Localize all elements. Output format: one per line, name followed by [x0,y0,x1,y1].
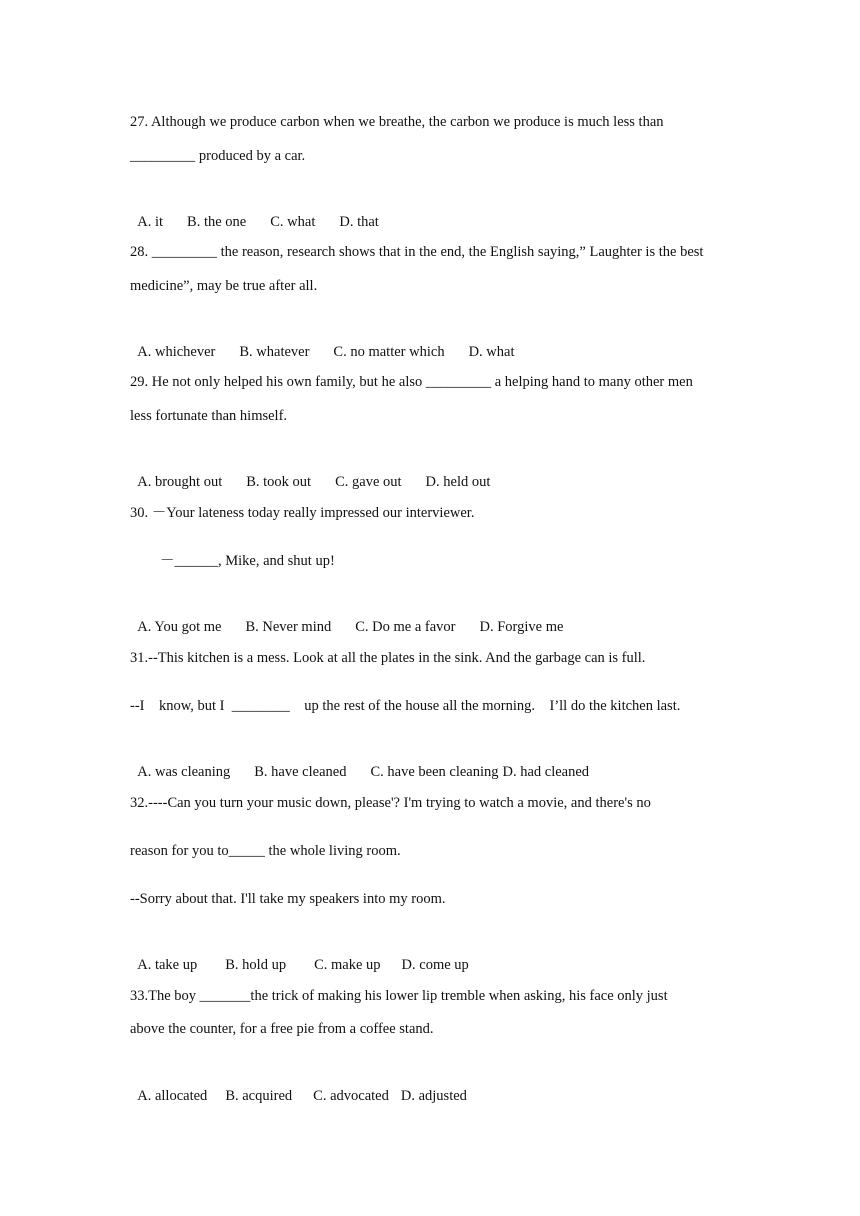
question-32-text-line-1: 32.----Can you turn your music down, please'? I'm trying to watch a movie, and there's no [130,795,651,811]
option-b: B. took out [246,474,312,490]
option-a: A. allocated [137,1088,208,1104]
question-29-text-line-2: less fortunate than himself. [130,408,288,424]
option-c: C. make up [314,957,381,973]
option-d: D. come up [401,957,469,973]
question-27-text-line-2: _________ produced by a car. [130,148,306,164]
question-28-text-line-1: 28. _________ the reason, research shows that in the end, the English saying,” Laughter is the best [130,244,704,260]
option-a: A. was cleaning [137,764,231,780]
question-30-text-line-1: 30. －Your lateness today really impressed our interviewer. [130,505,475,521]
question-33-options [130,1069,467,1105]
question-33-text-line-2: above the counter, for a free pie from a coffee stand. [130,1021,434,1037]
option-c: C. have been cleaning [370,764,499,780]
option-d: D. that [339,214,379,230]
question-30-text-line-2: －______, Mike, and shut up! [160,553,335,569]
question-33-text-line-1: 33.The boy _______the trick of making his lower lip tremble when asking, his face only just [130,988,668,1004]
option-d: D. what [468,344,515,360]
question-32-options [130,938,469,974]
option-a: A. brought out [137,474,223,490]
option-b: B. Never mind [245,619,332,635]
option-a: A. whichever [137,344,216,360]
question-29-text-line-1: 29. He not only helped his own family, but he also _________ a helping hand to many other men [130,374,693,390]
option-a: A. take up [137,957,198,973]
option-c: C. advocated [313,1088,389,1104]
option-b: B. acquired [225,1088,293,1104]
option-b: B. whatever [239,344,310,360]
option-d: D. Forgive me [479,619,564,635]
option-a: A. You got me [137,619,222,635]
question-27-options [130,195,379,231]
question-29-options [130,455,490,491]
option-c: C. gave out [335,474,402,490]
question-31-text-line-2: --I know, but I ________ up the rest of the house all the morning. I’ll do the kitchen last. [130,698,681,714]
option-d: D. held out [425,474,491,490]
option-a: A. it [137,214,164,230]
option-c: C. no matter which [333,344,445,360]
option-c: C. Do me a favor [355,619,456,635]
question-30-options [130,600,563,636]
option-b: B. hold up [225,957,287,973]
option-d: D. adjusted [400,1088,467,1104]
question-32-text-line-3: --Sorry about that. I'll take my speakers into my room. [130,891,446,907]
option-d: D. had cleaned [502,764,590,780]
question-28-options [130,325,515,361]
question-31-text-line-1: 31.--This kitchen is a mess. Look at all the plates in the sink. And the garbage can is full. [130,650,646,666]
option-b: B. the one [187,214,247,230]
question-32-text-line-2: reason for you to_____ the whole living room. [130,843,401,859]
option-b: B. have cleaned [254,764,347,780]
option-c: C. what [270,214,316,230]
question-31-options [130,745,589,781]
question-27-text-line-1: 27. Although we produce carbon when we breathe, the carbon we produce is much less than [130,114,664,130]
question-28-text-line-2: medicine”, may be true after all. [130,278,318,294]
